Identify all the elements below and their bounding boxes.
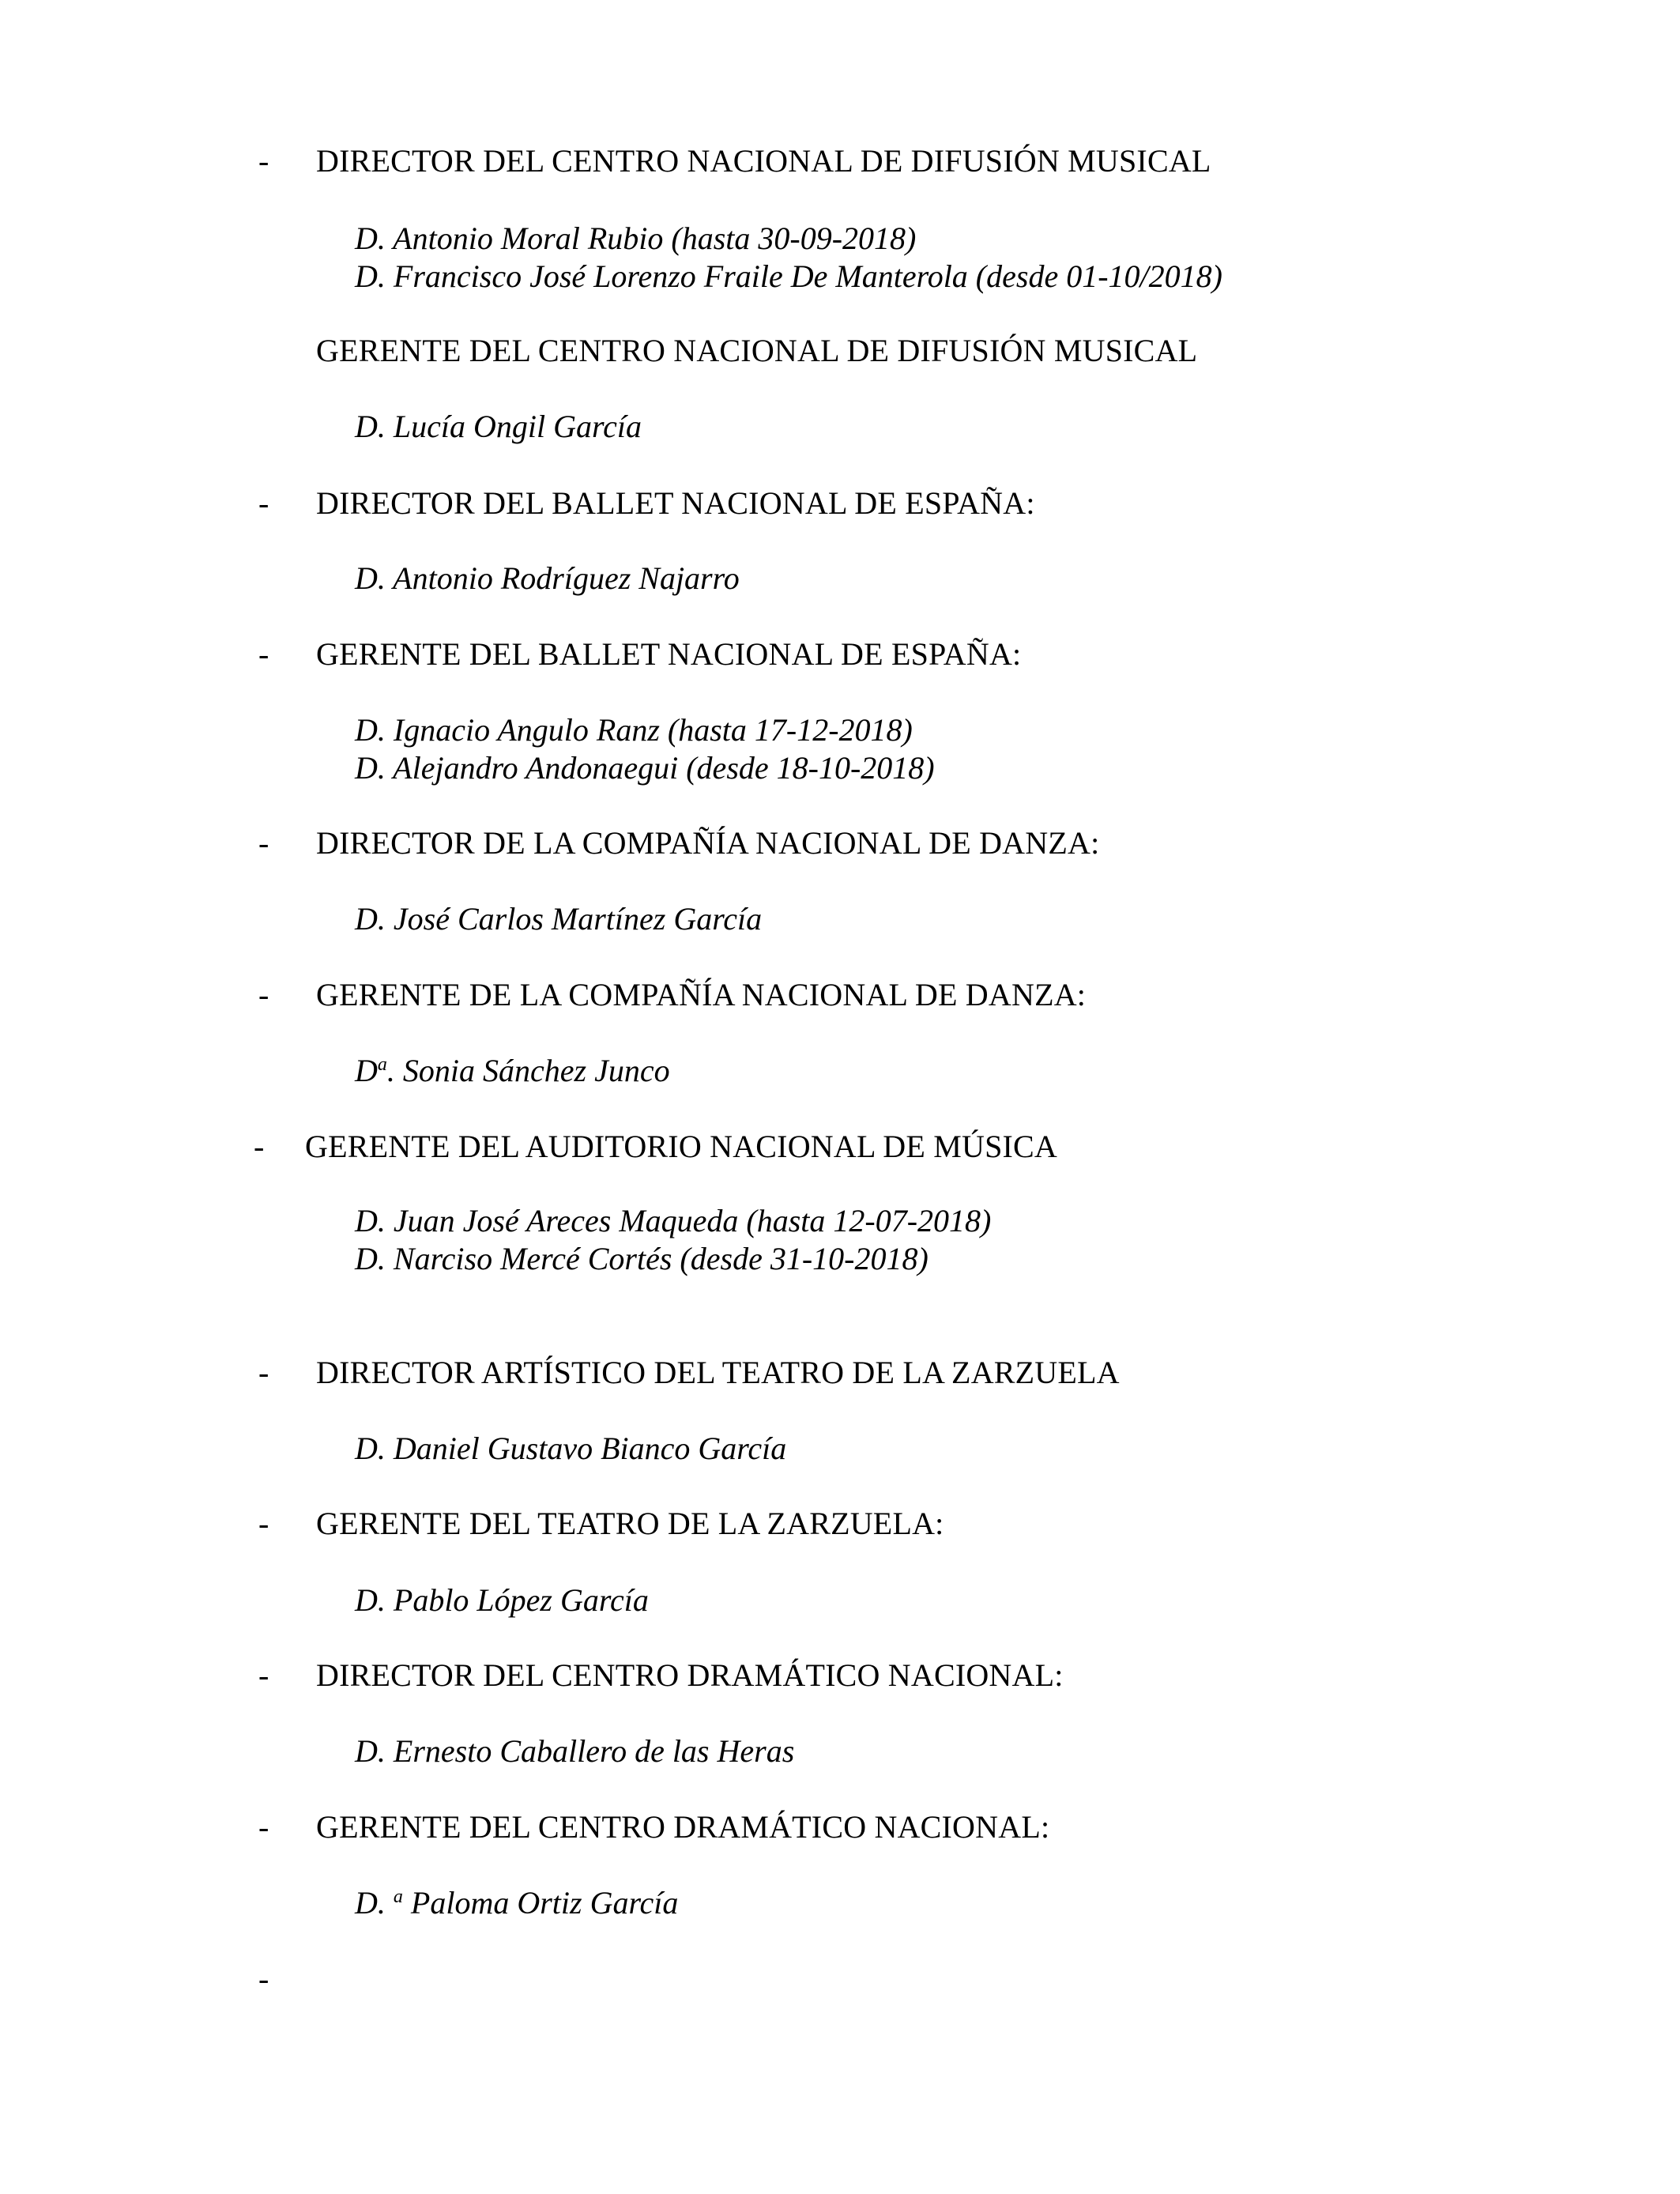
person-name: D. Alejandro Andonaegui (desde 18-10-2018) — [355, 750, 935, 786]
person-name: D. Pablo López García — [355, 1582, 649, 1618]
section-heading: GERENTE DEL AUDITORIO NACIONAL DE MÚSICA — [305, 1129, 1058, 1164]
section-heading: DIRECTOR DE LA COMPAÑÍA NACIONAL DE DANZA: — [316, 825, 1100, 861]
section-heading: GERENTE DEL TEATRO DE LA ZARZUELA: — [316, 1506, 944, 1541]
list-bullet: - — [258, 1961, 269, 1996]
list-bullet: - — [258, 1506, 269, 1541]
section-heading: DIRECTOR DEL BALLET NACIONAL DE ESPAÑA: — [316, 485, 1035, 521]
section-heading: DIRECTOR DEL CENTRO DRAMÁTICO NACIONAL: — [316, 1657, 1064, 1693]
section-heading: GERENTE DEL BALLET NACIONAL DE ESPAÑA: — [316, 636, 1022, 672]
name-rest: Paloma Ortiz García — [402, 1885, 679, 1921]
section-heading: GERENTE DEL CENTRO NACIONAL DE DIFUSIÓN MUSICAL — [316, 333, 1198, 368]
section-heading: DIRECTOR ARTÍSTICO DEL TEATRO DE LA ZARZUELA — [316, 1355, 1120, 1390]
person-name: D. Ignacio Angulo Ranz (hasta 17-12-2018) — [355, 712, 913, 748]
person-name: D. Antonio Rodríguez Najarro — [355, 560, 740, 596]
person-name: D. Narciso Mercé Cortés (desde 31-10-2018) — [355, 1241, 929, 1276]
person-name: D. Antonio Moral Rubio (hasta 30-09-2018) — [355, 221, 917, 256]
person-name: D. Lucía Ongil García — [355, 409, 642, 444]
section-heading: GERENTE DE LA COMPAÑÍA NACIONAL DE DANZA: — [316, 977, 1087, 1012]
name-superscript: a — [377, 1054, 387, 1075]
person-name: D. José Carlos Martínez García — [355, 901, 763, 937]
list-bullet: - — [258, 1657, 269, 1693]
name-rest: . Sonia Sánchez Junco — [386, 1053, 670, 1088]
person-name — [355, 1055, 670, 1087]
list-bullet: - — [258, 825, 269, 861]
list-bullet: - — [258, 977, 269, 1012]
list-bullet: - — [258, 1355, 269, 1390]
name-prefix: D. — [355, 1885, 394, 1921]
person-name: D. Francisco José Lorenzo Fraile De Manterola (desde 01-10/2018) — [355, 258, 1222, 294]
person-name: D. Daniel Gustavo Bianco García — [355, 1431, 787, 1466]
name-superscript: a — [393, 1887, 403, 1907]
section-heading: GERENTE DEL CENTRO DRAMÁTICO NACIONAL: — [316, 1809, 1050, 1845]
list-bullet: - — [258, 636, 269, 672]
list-bullet: - — [254, 1129, 265, 1164]
name-prefix: D — [355, 1053, 378, 1088]
list-bullet: - — [258, 1809, 269, 1845]
section-heading: DIRECTOR DEL CENTRO NACIONAL DE DIFUSIÓN MUSICAL — [316, 143, 1211, 179]
person-name: D. Ernesto Caballero de las Heras — [355, 1733, 795, 1769]
list-bullet: - — [258, 485, 269, 521]
person-name: D. Juan José Areces Maqueda (hasta 12-07-2018) — [355, 1203, 992, 1238]
list-bullet: - — [258, 143, 269, 179]
person-name — [355, 1887, 678, 1919]
